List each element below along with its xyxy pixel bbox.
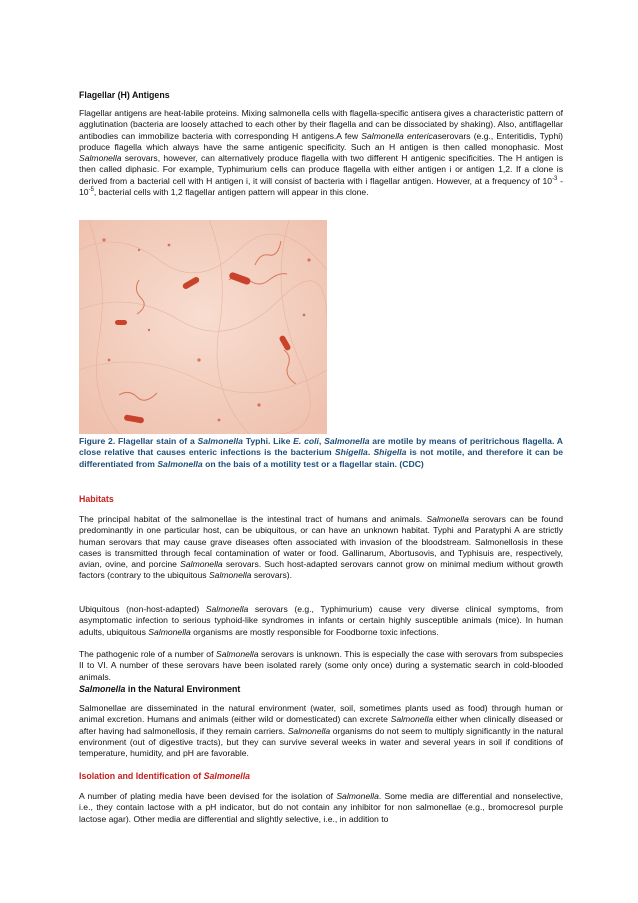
- text-run: A few: [336, 130, 362, 141]
- italic-run: Salmonella: [215, 649, 259, 659]
- italic-run: Salmonella: [426, 514, 469, 524]
- text-run: serovars).: [251, 570, 293, 581]
- text-run: ,: [318, 436, 325, 446]
- text-run: is not motile, and therefore it can be differentiated from: [79, 447, 564, 469]
- paragraph-flagellar-antigens: [79, 108, 563, 198]
- text-run: either when clinically diseased or after having had salmonellosis, if they remain carriers.: [79, 714, 563, 736]
- text-run: serovars. Such host-adapted serovars cannot grow on minimal medium without growth factors (contrary to the ubiquitous: [79, 559, 563, 581]
- paragraph-isolation: [79, 791, 563, 825]
- heading-isolation-rest: Isolation and Identification of: [79, 771, 204, 781]
- text-run: on the bais of a motility test or a flagellar stain. (CDC): [202, 458, 424, 469]
- superscript-run: 5: [90, 187, 94, 194]
- italic-run: Salmonella: [208, 570, 252, 581]
- heading-flagellar-antigens: Flagellar (H) Antigens: [79, 90, 170, 100]
- text-run: Ubiquitous (non-host-adapted): [79, 604, 206, 614]
- text-run: Figure 2. Flagellar stain of a: [79, 436, 198, 446]
- micrograph-image: [79, 220, 327, 434]
- heading-natural-rest: in the Natural Environment: [125, 684, 241, 694]
- text-run: organisms are mostly responsible for Foodborne toxic infections.: [190, 626, 439, 637]
- italic-run: Salmonella: [336, 791, 379, 801]
- paragraph-natural-environment: [79, 703, 563, 759]
- italic-run: Salmonella: [79, 153, 122, 164]
- text-run: - 10: [79, 175, 563, 198]
- text-run: serovars, however, can alternatively produce flagella with two different H antigenic specificities. The H antigen is then called diphasic. For example, Typhimurium cells can produce flagella with either antigen i or antigen 1,2. If a clone is derived from a bacterial cell with H antigen i, it will consist of bacteria with i flagellar antigen. However, at a frequency of 10: [79, 153, 563, 186]
- text-run: are motile by means of peritrichous flagella. A close relative that causes enteric infections is the bacterium: [79, 436, 564, 458]
- italic-run: Salmonella: [157, 458, 203, 469]
- paragraph-habitats: [79, 514, 563, 582]
- text-run: serovars can be found predominantly in one particular host, can be ubiquitous, or can have an unknown habitat. Typhi and Paratyphi A are strictly human serovars that may cause grave diseases often associated with invasion of the bloodstream. Salmonellosis in these cases is transmitted through fecal contamination of water or food. Gallinarum, Abortusovis, and Typhisuis are, respectively, avian, ovine, and porcine: [79, 514, 563, 570]
- text-run: .: [367, 447, 374, 458]
- paragraph-ubiquitous-serovars: [79, 604, 563, 638]
- heading-isolation-identification: [79, 771, 250, 781]
- italic-run: Salmonella enterica: [361, 130, 438, 141]
- text-run: Flagellar antigens are heat-labile proteins. Mixing salmonella cells with flagella-specific antisera gives a characteristic pattern of agglutination (bacteria are loosely attached to each other by their flagella and can be dissociated by shaking). Also, antiflagellar antibodies can immobilize bacteria with corresponding H antigens.: [79, 108, 563, 141]
- text-run: Typhi. Like: [242, 436, 294, 446]
- italic-run: Salmonella: [197, 436, 243, 446]
- heading-natural-italic: Salmonella: [79, 684, 126, 694]
- text-run: . Some media are differential and nonselective, i.e., they contain lactose with a pH indicator, but do not contain any inhibitor for non salmonellae (e.g., bromocresol purple lactose agar). Other media are differential and slightly selective, i.e., in addition to: [79, 791, 563, 824]
- italic-run: Salmonella: [324, 436, 370, 446]
- italic-run: E. coli: [293, 436, 319, 446]
- italic-run: Salmonella: [205, 604, 249, 614]
- text-run: organisms do not seem to multiply significantly in the natural environment (out of digestive tracts), but they can survive several weeks in water and several years in soil if conditions of temperature, humidity, and pH are favorable.: [79, 725, 563, 759]
- superscript-run: -: [88, 187, 91, 194]
- heading-habitats: Habitats: [79, 494, 114, 504]
- heading-natural-environment: [79, 684, 240, 694]
- italic-run: Salmonella: [148, 626, 191, 637]
- text-run: The principal habitat of the salmonellae is the intestinal tract of humans and animals.: [79, 514, 427, 524]
- text-run: , bacterial cells with 1,2 flagellar antigen pattern will appear in this clone.: [93, 187, 369, 198]
- italic-run: Salmonella: [180, 559, 223, 570]
- heading-isolation-italic: Salmonella: [203, 771, 251, 781]
- text-run: serovars (e.g., Enteritidis, Typhi) produce flagella which always have the same antigenic specificity. Such an H antigen is then called monophasic. Most: [79, 130, 563, 152]
- figure-caption: [79, 436, 563, 470]
- superscript-run: -3: [552, 175, 558, 182]
- paragraph-pathogenic-role: [79, 649, 563, 683]
- italic-run: Salmonella: [287, 725, 331, 736]
- flagellar-stain-micrograph: [79, 220, 327, 434]
- text-run: serovars (e.g., Typhimurium) cause very diverse clinical symptoms, from asymptomatic infection to serious typhoid-like syndromes in infants or certain highly susceptible animals (mice). In human adults, ubiquitous: [79, 604, 564, 637]
- italic-run: Shigella: [373, 447, 407, 458]
- italic-run: Shigella: [334, 447, 368, 458]
- text-run: A number of plating media have been devised for the isolation of: [79, 791, 337, 801]
- text-run: Salmonellae are disseminated in the natural environment (water, soil, sometimes plants used as food) through human or animal excretion. Humans and animals (either wild or domesticated) can excrete: [79, 703, 563, 725]
- italic-run: Salmonella: [390, 714, 434, 725]
- text-run: The pathogenic role of a number of: [79, 649, 216, 659]
- text-run: serovars is unknown. This is especially the case with serovars from subspecies II to VI. A number of these serovars have been isolated rarely (some only once) during a systematic search in cold-blooded animals.: [79, 649, 564, 682]
